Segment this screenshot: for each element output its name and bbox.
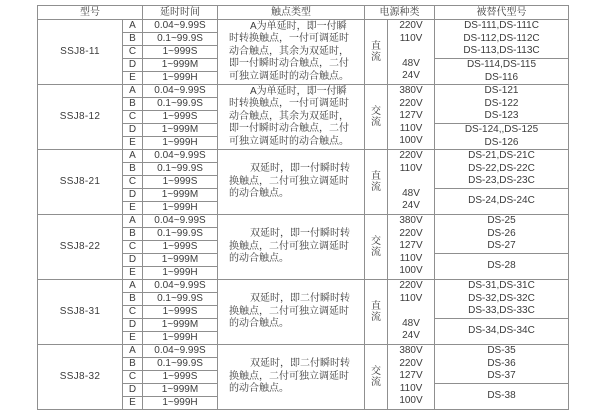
table-row	[38, 345, 569, 358]
voltage-value: 220V	[399, 20, 423, 31]
delay-cell: 1~999S	[143, 111, 218, 124]
grade-cell: B	[123, 33, 143, 46]
grade-cell: A	[123, 85, 143, 98]
contact-type-text: 双延时，即二付瞬时转换触点，二付可独立调延时的动合触点。	[229, 358, 350, 395]
grade-cell: E	[123, 267, 143, 280]
replaced-model: DS-35	[487, 345, 516, 356]
replaced-model: DS-36	[487, 357, 516, 369]
voltage-cell	[388, 280, 435, 345]
delay-cell: 1~999H	[143, 137, 218, 150]
grade-cell: E	[123, 332, 143, 345]
replaced-models-cell	[435, 20, 569, 59]
power-kind-char: 交	[371, 235, 381, 247]
delay-cell: 0.04~9.99S	[143, 345, 218, 358]
header-row	[38, 6, 569, 20]
power-kind-cell	[365, 280, 388, 345]
contact-type-cell	[218, 20, 365, 85]
contact-type-cell	[218, 150, 365, 215]
model-cell: SSJ8-11	[38, 20, 123, 85]
replaced-model: DS-123	[484, 110, 519, 121]
replaced-model: DS-111,DS-111C	[464, 20, 539, 31]
model-cell: SSJ8-32	[38, 345, 123, 410]
delay-cell: 0.04~9.99S	[143, 215, 218, 228]
grade-cell: B	[123, 228, 143, 241]
voltage-value	[388, 305, 434, 318]
model-cell: SSJ8-21	[38, 150, 123, 215]
replaced-models-cell	[435, 150, 569, 189]
voltage-value: 380V	[399, 85, 423, 96]
delay-cell: 1~999H	[143, 202, 218, 215]
delay-cell: 0.04~9.99S	[143, 280, 218, 293]
grade-cell: B	[123, 293, 143, 306]
replaced-model: DS-114,DS-115	[466, 59, 537, 70]
contact-type-cell	[218, 345, 365, 410]
replaced-model: DS-113,DS-113C	[463, 45, 540, 56]
voltage-cell	[388, 215, 435, 280]
replaced-model: DS-22,DS-22C	[468, 162, 535, 174]
grade-cell: D	[123, 59, 143, 72]
delay-cell: 1~999H	[143, 397, 218, 410]
table-row	[38, 150, 569, 163]
voltage-value: 24V	[402, 330, 420, 341]
replaced-model: DS-34,DS-34C	[468, 325, 535, 337]
voltage-value: 110V	[399, 252, 423, 264]
header-power: 电源种类	[365, 6, 435, 20]
replaced-model: DS-116	[484, 71, 519, 83]
grade-cell: D	[123, 319, 143, 332]
voltage-value	[388, 45, 434, 58]
voltage-value: 220V	[399, 150, 423, 161]
delay-cell: 0.1~99.9S	[143, 33, 218, 46]
grade-cell: E	[123, 202, 143, 215]
delay-cell: 1~999H	[143, 267, 218, 280]
contact-type-cell	[218, 85, 365, 150]
voltage-value: 48V	[402, 57, 420, 69]
power-kind-char: 流	[371, 312, 381, 323]
replaced-model: DS-37	[487, 370, 516, 381]
voltage-value: 110V	[399, 382, 423, 394]
replaced-model: DS-112,DS-112C	[463, 32, 540, 44]
delay-cell: 0.1~99.9S	[143, 98, 218, 111]
model-cell: SSJ8-31	[38, 280, 123, 345]
replaced-models-cell	[435, 189, 569, 215]
delay-cell: 1~999M	[143, 124, 218, 137]
delay-cell: 0.1~99.9S	[143, 228, 218, 241]
power-kind-char: 交	[371, 105, 381, 117]
contact-type-text: A为单延时，即一付瞬时转换触点，一付可调延时动合触点，其余为双延时，即一付瞬时动合触点，二付可独立调延时的动合触点。	[229, 85, 349, 147]
delay-cell: 1~999H	[143, 332, 218, 345]
replaced-model: DS-31,DS-31C	[468, 280, 535, 291]
grade-cell: A	[123, 280, 143, 293]
table-row	[38, 215, 569, 228]
replaced-model: DS-28	[487, 260, 516, 272]
voltage-value: 100V	[399, 135, 423, 146]
delay-cell: 1~999M	[143, 319, 218, 332]
table-row	[38, 85, 569, 98]
replaced-model: DS-33,DS-33C	[468, 305, 535, 316]
contact-type-text: A为单延时，即一付瞬时转换触点，一付可调延时动合触点，其余为双延时，即一付瞬时动合触点，二付可独立调延时的动合触点。	[229, 20, 349, 82]
header-contact: 触点类型	[218, 6, 365, 20]
model-cell: SSJ8-12	[38, 85, 123, 150]
voltage-value	[388, 175, 434, 188]
replaced-model: DS-32,DS-32C	[468, 292, 535, 304]
replaced-models-cell	[435, 345, 569, 384]
replaced-models-cell	[435, 124, 569, 150]
power-kind-char: 直	[371, 300, 381, 312]
voltage-value: 110V	[399, 122, 423, 134]
voltage-cell	[388, 20, 435, 85]
contact-type-cell	[218, 280, 365, 345]
table-row	[38, 280, 569, 293]
power-kind-char: 流	[371, 377, 381, 388]
delay-cell: 1~999S	[143, 176, 218, 189]
replaced-model: DS-27	[487, 240, 516, 251]
replaced-model: DS-126	[484, 136, 519, 148]
grade-cell: B	[123, 358, 143, 371]
delay-cell: 0.04~9.99S	[143, 150, 218, 163]
header-delay: 延时时间	[143, 6, 218, 20]
grade-cell: D	[123, 189, 143, 202]
power-kind-char: 流	[371, 247, 381, 258]
grade-cell: C	[123, 371, 143, 384]
voltage-value: 220V	[399, 357, 423, 369]
voltage-value: 220V	[399, 280, 423, 291]
table-row	[38, 20, 569, 33]
voltage-value: 24V	[402, 200, 420, 211]
grade-cell: A	[123, 20, 143, 33]
grade-cell: A	[123, 215, 143, 228]
grade-cell: C	[123, 111, 143, 124]
power-kind-cell	[365, 345, 388, 410]
voltage-value: 127V	[399, 110, 423, 121]
replaced-model: DS-122	[484, 97, 519, 109]
contact-type-text: 双延时，即二付瞬时转换触点，二付可独立调延时的动合触点。	[229, 293, 350, 330]
grade-cell: B	[123, 98, 143, 111]
delay-cell: 0.1~99.9S	[143, 358, 218, 371]
voltage-value: 48V	[402, 187, 420, 199]
delay-cell: 1~999M	[143, 189, 218, 202]
model-cell: SSJ8-22	[38, 215, 123, 280]
header-replaced: 被替代型号	[435, 6, 569, 20]
voltage-value: 220V	[399, 97, 423, 109]
replaced-model: DS-23,DS-23C	[468, 175, 535, 186]
replaced-model: DS-25	[487, 215, 516, 226]
grade-cell: E	[123, 72, 143, 85]
voltage-value: 110V	[399, 292, 423, 304]
delay-cell: 1~999S	[143, 371, 218, 384]
replaced-model: DS-121	[484, 85, 519, 96]
grade-cell: C	[123, 46, 143, 59]
grade-cell: D	[123, 384, 143, 397]
power-kind-char: 交	[371, 365, 381, 377]
replaced-models-cell	[435, 215, 569, 254]
grade-cell: A	[123, 150, 143, 163]
delay-cell: 1~999S	[143, 306, 218, 319]
delay-cell: 1~999H	[143, 72, 218, 85]
delay-cell: 1~999M	[143, 254, 218, 267]
replaced-models-cell	[435, 319, 569, 345]
voltage-value: 110V	[399, 32, 423, 44]
replaced-model: DS-38	[487, 390, 516, 402]
power-kind-char: 流	[371, 52, 381, 63]
header-model: 型号	[38, 6, 143, 20]
replaced-models-cell	[435, 254, 569, 280]
voltage-value: 100V	[399, 265, 423, 276]
delay-cell: 0.04~9.99S	[143, 20, 218, 33]
power-kind-char: 直	[371, 170, 381, 182]
grade-cell: D	[123, 254, 143, 267]
replaced-models-cell	[435, 280, 569, 319]
grade-cell: A	[123, 345, 143, 358]
power-kind-char: 流	[371, 182, 381, 193]
delay-cell: 0.1~99.9S	[143, 293, 218, 306]
replaced-models-cell	[435, 384, 569, 410]
replaced-models-cell	[435, 59, 569, 85]
delay-cell: 1~999M	[143, 384, 218, 397]
voltage-value: 110V	[399, 162, 423, 174]
power-kind-cell	[365, 215, 388, 280]
contact-type-text: 双延时，即一付瞬时转换触点，二付可独立调延时的动合触点。	[229, 228, 350, 265]
voltage-value: 127V	[399, 240, 423, 251]
power-kind-cell	[365, 85, 388, 150]
voltage-value: 24V	[402, 70, 420, 81]
grade-cell: B	[123, 163, 143, 176]
grade-cell: C	[123, 176, 143, 189]
voltage-value: 127V	[399, 370, 423, 381]
delay-cell: 1~999S	[143, 46, 218, 59]
replaced-model: DS-124,,DS-125	[464, 124, 539, 135]
delay-cell: 0.04~9.99S	[143, 85, 218, 98]
contact-type-cell	[218, 215, 365, 280]
grade-cell: D	[123, 124, 143, 137]
delay-cell: 1~999M	[143, 59, 218, 72]
replaced-model: DS-26	[487, 227, 516, 239]
delay-cell: 1~999S	[143, 241, 218, 254]
power-kind-cell	[365, 150, 388, 215]
power-kind-char: 直	[371, 40, 381, 52]
replaced-models-cell	[435, 85, 569, 124]
spec-table	[37, 5, 569, 410]
voltage-value: 48V	[402, 317, 420, 329]
grade-cell: C	[123, 306, 143, 319]
voltage-value: 380V	[399, 345, 423, 356]
grade-cell: E	[123, 137, 143, 150]
grade-cell: C	[123, 241, 143, 254]
power-kind-char: 流	[371, 117, 381, 128]
voltage-value: 380V	[399, 215, 423, 226]
grade-cell: E	[123, 397, 143, 410]
voltage-cell	[388, 85, 435, 150]
delay-cell: 0.1~99.9S	[143, 163, 218, 176]
replaced-model: DS-24,DS-24C	[468, 195, 535, 207]
voltage-value: 220V	[399, 227, 423, 239]
replaced-model: DS-21,DS-21C	[468, 150, 535, 161]
voltage-cell	[388, 345, 435, 410]
contact-type-text: 双延时，即一付瞬时转换触点，二付可独立调延时的动合触点。	[229, 163, 350, 200]
voltage-cell	[388, 150, 435, 215]
power-kind-cell	[365, 20, 388, 85]
voltage-value: 100V	[399, 395, 423, 406]
